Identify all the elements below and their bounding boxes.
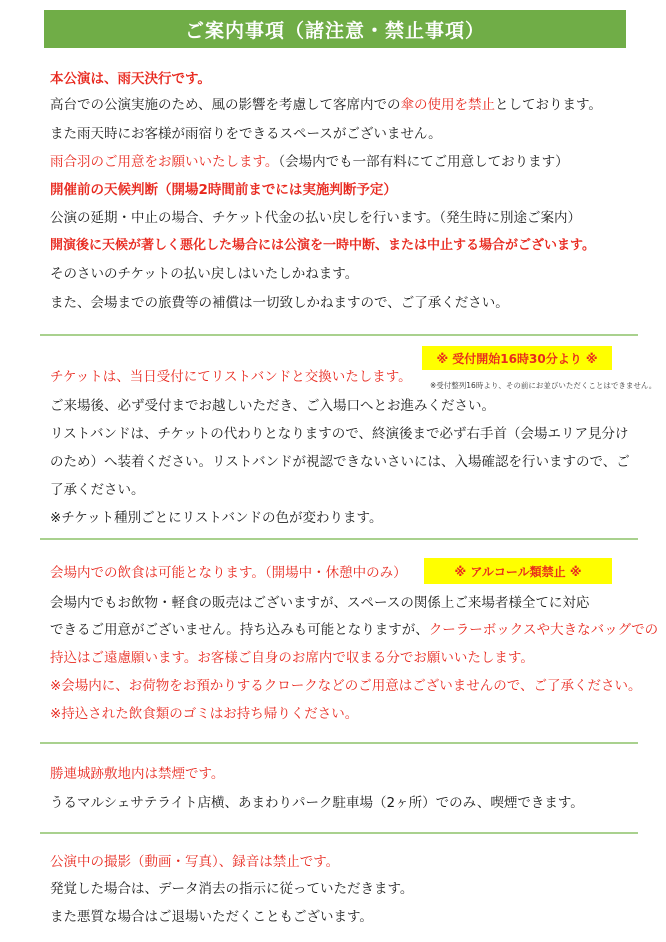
queue-note: ※受付整列16時より、その前にお並びいただくことはできません。 bbox=[430, 381, 657, 390]
no-smoking-heading: 勝連城跡敷地内は禁煙です。 bbox=[50, 766, 225, 782]
travel-cost-text: また、会場までの旅費等の補償は一切致しかねますので、ご了承ください。 bbox=[50, 295, 509, 311]
section-divider bbox=[40, 334, 638, 336]
section-divider bbox=[40, 832, 638, 834]
wristband-text-1: リストバンドは、チケットの代わりとなりますので、終演後まで必ず右手首（会場エリア見分け bbox=[50, 426, 629, 442]
interruption-warning: 開演後に天候が著しく悪化した場合には公演を一時中断、または中止する場合がございます。 bbox=[50, 238, 595, 253]
food-allowed-heading: 会場内での飲食は可能となります。（開場中・休憩中のみ） bbox=[50, 565, 407, 581]
data-deletion-text: 発覚した場合は、データ消去の指示に従っていただきます。 bbox=[50, 881, 414, 897]
food-text-1: 会場内でもお飲物・軽食の販売はございますが、スペースの関係上ご来場者様全てに対応 bbox=[50, 595, 590, 611]
removal-text: また悪質な場合はご退場いただくこともございます。 bbox=[50, 909, 373, 925]
wristband-text-3: 了承ください。 bbox=[50, 482, 145, 498]
weather-decision-heading: 開催前の天候判断（開場2時間前までには実施判断予定） bbox=[50, 182, 397, 198]
no-shelter-text: また雨天時にお客様が雨宿りをできるスペースがございません。 bbox=[50, 126, 442, 142]
smoking-area-text: うるマルシェサテライト店横、あまわりパーク駐車場（2ヶ所）でのみ、喫煙できます。 bbox=[50, 795, 584, 811]
wristband-text-2: のため）へ装着ください。リストバンドが視認できないさいには、入場確認を行いますので、ご bbox=[50, 454, 630, 470]
umbrella-notice: 高台での公演実施のため、風の影響を考慮して客席内での傘の使用を禁止としております。 bbox=[50, 97, 602, 113]
section-divider bbox=[40, 538, 638, 540]
wristband-color-note: ※チケット種別ごとにリストバンドの色が変わります。 bbox=[50, 510, 383, 526]
food-text-2: できるご用意がございません。持ち込みも可能となりますが、クーラーボックスや大きなバッグでの bbox=[50, 622, 659, 638]
no-photo-heading: 公演中の撮影（動画・写真）、録音は禁止です。 bbox=[50, 854, 340, 870]
food-text-3: 持込はご遠慮願います。お客様ご自身のお席内で収まる分でお願いいたします。 bbox=[50, 650, 534, 666]
rain-policy-heading: 本公演は、雨天決行です。 bbox=[50, 71, 211, 87]
no-alcohol-badge: ※ アルコール類禁止 ※ bbox=[424, 558, 612, 584]
umbrella-ban: 傘の使用を禁止 bbox=[400, 97, 495, 113]
section-divider bbox=[40, 742, 638, 744]
trash-note: ※持込された飲食類のゴミはお持ち帰りください。 bbox=[50, 706, 359, 722]
wristband-exchange-heading: チケットは、当日受付にてリストバンドと交換いたします。 bbox=[50, 369, 412, 385]
cloakroom-note: ※会場内に、お荷物をお預かりするクロークなどのご用意はございませんので、ご了承ください。 bbox=[50, 678, 642, 694]
entry-instructions: ご来場後、必ず受付までお越しいただき、ご入場口へとお進みください。 bbox=[50, 398, 495, 414]
reception-time-badge: ※ 受付開始16時30分より ※ bbox=[422, 346, 612, 370]
page-title: ご案内事項（諸注意・禁止事項） bbox=[44, 10, 626, 48]
no-refund-text: そのさいのチケットの払い戻しはいたしかねます。 bbox=[50, 266, 359, 282]
refund-text: 公演の延期・中止の場合、チケット代金の払い戻しを行います。（発生時に別途ご案内） bbox=[50, 210, 581, 226]
raincoat-notice: 雨合羽のご用意をお願いいたします。（会場内でも一部有料にてご用意しております） bbox=[50, 154, 569, 170]
